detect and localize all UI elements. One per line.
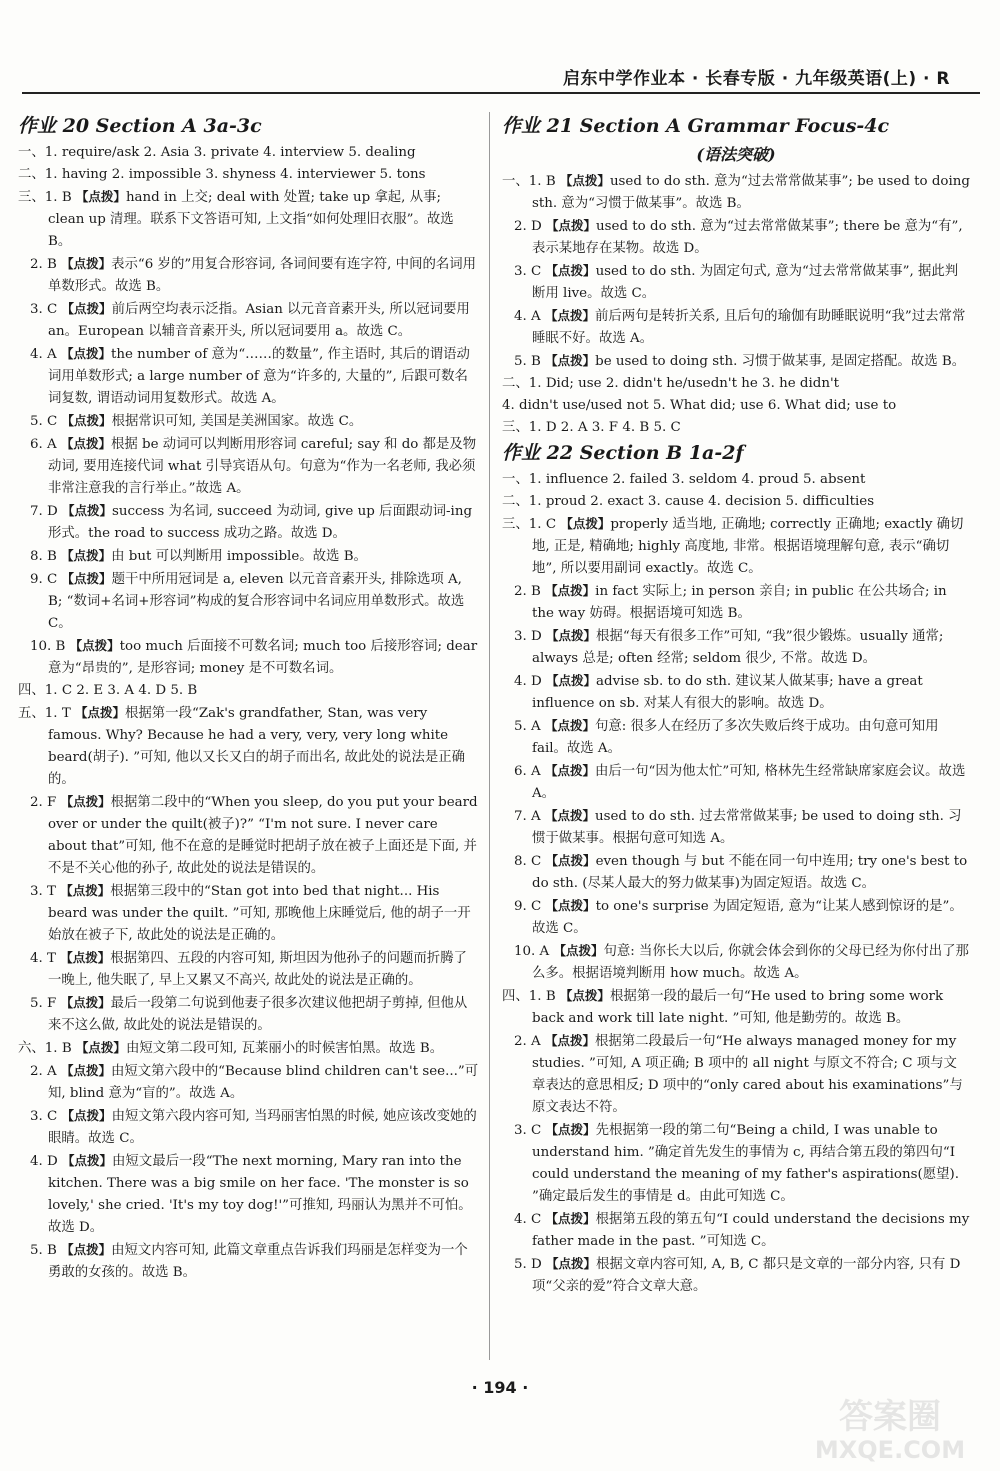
answer-number: 四、1. B xyxy=(502,989,560,1004)
tip-label: 【点拨】 xyxy=(559,988,610,1003)
page-number: · 194 · xyxy=(471,1378,529,1397)
tip-label: 【点拨】 xyxy=(545,263,596,278)
answer-text: properly 适当地, 正确地; correctly 正确地; exactly 确切地, 正是, 精确地; highly 高度地, 非常。根据语境理解句意, 表示“确切地”, 所以要用副词 exactly。故选 C。 xyxy=(532,517,964,576)
answer-number: 4. D xyxy=(30,1154,63,1169)
answer-number: 5. A xyxy=(514,719,545,734)
answer-text: used to do sth. 为固定句式, 意为“过去常常做某事”, 据此判断用 live。故选 C。 xyxy=(532,264,959,301)
answer-item xyxy=(18,1150,480,1239)
answer-number: 4. A xyxy=(514,309,545,324)
answer-text: 根据第二段中的“When you sleep, do you put your beard over or under the quilt(被子)?” “I'm not sure. I never care about that”可知, 他不在意的是睡觉时把胡子放在被子上面还是下面, 并不是不关心他的孙子, 故此处的说法是错误的。 xyxy=(48,795,478,876)
svg-text:MXQE.COM: MXQE.COM xyxy=(814,1436,966,1464)
answer-text: 根据第五段的第五句“I could understand the decisions my father made in the past. ”可知选 C。 xyxy=(532,1212,970,1249)
tip-label: 【点拨】 xyxy=(560,516,611,531)
answer-number: 8. B xyxy=(30,549,62,564)
answer-line: 三、1. D 2. A 3. F 4. B 5. C xyxy=(502,420,681,435)
tip-label: 【点拨】 xyxy=(61,548,112,563)
answer-item xyxy=(18,1239,480,1284)
answer-line: 四、1. C 2. E 3. A 4. D 5. B xyxy=(18,683,198,698)
tip-label: 【点拨】 xyxy=(553,943,604,958)
answer-item xyxy=(18,500,480,545)
answer-number: 4. C xyxy=(514,1212,546,1227)
answer-number: 3. D xyxy=(514,629,547,644)
answer-text: used to do sth. 过去常常做某事; be used to doing sth. 习惯于做某事。根据句意可知选 A。 xyxy=(532,809,962,846)
answer-item xyxy=(502,215,970,260)
answer-number: 2. A xyxy=(30,1064,61,1079)
tip-label: 【点拨】 xyxy=(60,1063,111,1078)
answer-text: hand in 上交; deal with 处置; take up 拿起, 从事; clean up 清理。联系下文答语可知, 上文指“如何处理旧衣服”。故选 B。 xyxy=(48,190,454,249)
tip-label: 【点拨】 xyxy=(60,995,111,1010)
answer-item xyxy=(18,253,480,298)
tip-label: 【点拨】 xyxy=(60,436,111,451)
answer-item xyxy=(502,305,970,350)
tip-label: 【点拨】 xyxy=(545,853,596,868)
answer-item xyxy=(502,513,970,580)
left-column xyxy=(18,112,480,1284)
tip-label: 【点拨】 xyxy=(61,413,112,428)
answer-item xyxy=(18,791,480,880)
answer-text: 前后两空均表示泛指。Asian 以元音音素开头, 所以冠词要用 an。European 以辅音音素开头, 所以冠词要用 a。故选 C。 xyxy=(48,302,470,339)
answer-number: 5. C xyxy=(30,414,62,429)
tip-label: 【点拨】 xyxy=(61,571,112,586)
answer-item xyxy=(18,702,480,791)
answer-text: 前后两句是转折关系, 且后句的瑜伽有助睡眠说明“我”过去常常睡眠不好。故选 A。 xyxy=(532,309,966,346)
answer-number: 3. T xyxy=(30,884,61,899)
answer-item xyxy=(502,670,970,715)
answer-text: 根据第四、五段的内容可知, 斯坦因为他孙子的问题而折腾了一晚上, 他失眠了, 早上又累又不高兴, 故此处的说法是正确的。 xyxy=(48,951,467,988)
answer-number: 3. C xyxy=(30,1109,62,1124)
tip-label: 【点拨】 xyxy=(546,218,597,233)
tip-label: 【点拨】 xyxy=(544,718,595,733)
tip-label: 【点拨】 xyxy=(545,1211,596,1226)
tip-label: 【点拨】 xyxy=(546,628,597,643)
answer-text: 表示“6 岁的”用复合形容词, 各词间要有连字符, 中间的名词用单数形式。故选 B。 xyxy=(48,257,477,294)
tip-label: 【点拨】 xyxy=(546,673,597,688)
header-title: 启东中学作业本 · 长春专版 · 九年级英语(上) · R xyxy=(562,69,950,89)
answer-text: success 为名词, succeed 为动词, give up 后面跟动词-ing 形式。the road to success 成功之路。故选 D。 xyxy=(48,504,473,541)
answer-text: 由短文第六段中的“Because blind children can't see...”可知, blind 意为“盲的”。故选 A。 xyxy=(48,1064,479,1101)
answer-item xyxy=(502,805,970,850)
answer-number: 2. F xyxy=(30,795,61,810)
answer-text: used to do sth. 意为“过去常常做某事”; be used to doing sth. 意为“习惯于做某事”。故选 B。 xyxy=(532,174,970,211)
answer-number: 9. C xyxy=(514,899,546,914)
tip-label: 【点拨】 xyxy=(60,794,111,809)
answer-number: 10. A xyxy=(514,944,554,959)
answer-text: be used to doing sth. 习惯于做某事, 是固定搭配。故选 B。 xyxy=(595,354,966,369)
tip-label: 【点拨】 xyxy=(61,1242,112,1257)
answer-text: to one's surprise 为固定短语, 意为“让某人感到惊讶的是”。故选 C。 xyxy=(532,899,963,936)
tip-label: 【点拨】 xyxy=(545,1122,596,1137)
answer-item xyxy=(502,715,970,760)
answer-item xyxy=(502,580,970,625)
answer-number: 2. D xyxy=(514,219,547,234)
tip-label: 【点拨】 xyxy=(559,173,610,188)
answer-item xyxy=(18,186,480,253)
answer-text: 根据 be 动词可以判断用形容词 careful; say 和 do 都是及物动词, 要用连接代词 what 引导宾语从句。句意为“作为一名老师, 我必须非常注意我的言行举止。”故选 A。 xyxy=(48,437,477,496)
section-subtitle-21: (语法突破) xyxy=(696,145,776,164)
section-title-22: 作业 22 Section B 1a-2f xyxy=(502,442,744,464)
answer-number: 8. C xyxy=(514,854,546,869)
tip-label: 【点拨】 xyxy=(545,583,596,598)
answer-item xyxy=(502,1119,970,1208)
answer-line: 一、1. influence 2. failed 3. seldom 4. proud 5. absent xyxy=(502,472,866,487)
answer-item xyxy=(18,947,480,992)
answer-text: 根据第二段最后一句“He always managed money for my studies. ”可知, A 项正确; B 项中的 all night 与原文不符合; C 项与文章表达的意思相反; D 项中的“only cared about his examinations”与原文表达不符。 xyxy=(532,1034,963,1115)
answer-number: 5. B xyxy=(30,1243,62,1258)
answer-item xyxy=(18,343,480,410)
answer-text: 最后一段第二句说到他妻子很多次建议他把胡子剪掉, 但他从来不这么做, 故此处的说法是错误的。 xyxy=(48,996,468,1033)
answer-text: 根据第一段“Zak's grandfather, Stan, was very famous. Why? Because he had a very, very, very long white beard(胡子). ”可知, 他以又长又白的胡子而出名, 故此处的说法是正确的。 xyxy=(48,706,466,787)
answer-item xyxy=(18,298,480,343)
answer-item xyxy=(18,1105,480,1150)
answer-item xyxy=(502,1253,970,1298)
answer-number: 五、1. T xyxy=(18,706,76,721)
page-header xyxy=(22,62,980,94)
answer-number: 2. B xyxy=(30,257,62,272)
tip-label: 【点拨】 xyxy=(69,638,120,653)
tip-label: 【点拨】 xyxy=(75,189,126,204)
answer-number: 4. D xyxy=(514,674,547,689)
section-title-21: 作业 21 Section A Grammar Focus-4c xyxy=(502,115,890,137)
answer-item xyxy=(18,545,480,568)
answer-text: 题干中所用冠词是 a, eleven 以元音音素开头, 排除选项 A, B; “数词+名词+形容词”构成的复合形容词中名词应用单数形式。故选 C。 xyxy=(48,572,465,631)
answer-number: 三、1. B xyxy=(18,190,76,205)
answer-text: 先根据第一段的第二句“Being a child, I was unable to understand him. ”确定首先发生的事情为 c, 再结合第五段的第四句“I could understand the meaning of my father's aspirations(愿望). ”确定最后发生的事情是 d。由此可知选 C。 xyxy=(532,1123,959,1204)
answer-item xyxy=(502,260,970,305)
answer-number: 3. C xyxy=(514,1123,546,1138)
right-column xyxy=(502,112,970,1298)
answer-text: 根据常识可知, 美国是美洲国家。故选 C。 xyxy=(111,414,363,429)
answer-text: 根据第三段中的“Stan got into bed that night... His beard was under the quilt. ”可知, 那晚他上床睡觉后, 他的胡子一开始放在被子下, 故此处的说法是正确的。 xyxy=(48,884,471,943)
answer-number: 三、1. C xyxy=(502,517,561,532)
answer-item xyxy=(18,433,480,500)
answer-number: 4. T xyxy=(30,951,61,966)
answer-text: 由短文第六段内容可知, 当玛丽害怕黑的时候, 她应该改变她的眼睛。故选 C。 xyxy=(48,1109,477,1146)
answer-item xyxy=(18,410,480,433)
answer-item xyxy=(502,1208,970,1253)
tip-label: 【点拨】 xyxy=(544,763,595,778)
tip-label: 【点拨】 xyxy=(61,1108,112,1123)
tip-label: 【点拨】 xyxy=(544,808,595,823)
tip-label: 【点拨】 xyxy=(544,1033,595,1048)
answer-number: 3. C xyxy=(30,302,62,317)
answer-item xyxy=(502,170,970,215)
answer-number: 六、1. B xyxy=(18,1041,76,1056)
answer-item xyxy=(502,985,970,1030)
answer-number: 5. F xyxy=(30,996,61,1011)
tip-label: 【点拨】 xyxy=(75,1040,126,1055)
tip-label: 【点拨】 xyxy=(60,950,111,965)
answer-text: in fact 实际上; in person 亲自; in public 在公共场合; in the way 妨碍。根据语境可知选 B。 xyxy=(532,584,947,621)
answer-text: too much 后面接不可数名词; much too 后接形容词; dear 意为“昂贵的”, 是形容词; money 是不可数名词。 xyxy=(48,639,478,676)
answer-text: 由短文最后一段“The next morning, Mary ran into the kitchen. There was a big smile on her face. 'The monster is so lovely,' she cried. 'It's my toy dog!'”可推知, 玛丽认为黑并不可怕。故选 D。 xyxy=(48,1154,472,1235)
answer-text: the number of 意为“……的数量”, 作主语时, 其后的谓语动词用单数形式; a large number of 意为“许多的, 大量的”, 后跟可数名词复数, 谓语动词用复数形式。故选 A。 xyxy=(48,347,470,406)
answer-line: 4. didn't use/used not 5. What did; use 6. What did; use to xyxy=(502,398,897,413)
answer-number: 2. B xyxy=(514,584,546,599)
tip-label: 【点拨】 xyxy=(544,308,595,323)
svg-text:答案圈: 答案圈 xyxy=(839,1397,941,1437)
answer-number: 9. C xyxy=(30,572,62,587)
answer-line: 二、1. Did; use 2. didn't he/usedn't he 3. he didn't xyxy=(502,376,840,391)
answer-text: used to do sth. 意为“过去常常做某事”; there be 意为“有”, 表示某地存在某物。故选 D。 xyxy=(532,219,963,256)
tip-label: 【点拨】 xyxy=(62,503,113,518)
answer-item xyxy=(18,635,480,680)
answer-item xyxy=(18,880,480,947)
answer-number: 2. A xyxy=(514,1034,545,1049)
answer-number: 10. B xyxy=(30,639,70,654)
answer-number: 4. A xyxy=(30,347,61,362)
answer-number: 7. A xyxy=(514,809,545,824)
section-title-20: 作业 20 Section A 3a-3c xyxy=(18,115,262,137)
answer-line: 二、1. having 2. impossible 3. shyness 4. interviewer 5. tons xyxy=(18,167,426,182)
watermark-logo xyxy=(790,1390,990,1465)
answer-text: 由后一句“因为他太忙”可知, 格林先生经常缺席家庭会议。故选 A。 xyxy=(532,764,966,801)
answer-number: 5. D xyxy=(514,1257,547,1272)
tip-label: 【点拨】 xyxy=(62,1153,113,1168)
answer-text: 由短文第二段可知, 瓦莱丽小的时候害怕黑。故选 B。 xyxy=(125,1041,444,1056)
answer-item xyxy=(502,760,970,805)
answer-item xyxy=(18,1037,480,1060)
answer-number: 3. C xyxy=(514,264,546,279)
answer-line: 二、1. proud 2. exact 3. cause 4. decision 5. difficulties xyxy=(502,494,875,509)
answer-item xyxy=(502,350,970,373)
answer-item xyxy=(502,940,970,985)
answer-item xyxy=(502,625,970,670)
column-divider xyxy=(489,112,490,1360)
answer-text: advise sb. to do sth. 建议某人做某事; have a great influence on sb. 对某人有很大的影响。故选 D。 xyxy=(532,674,923,711)
answer-text: even though 与 but 不能在同一句中连用; try one's best to do sth. (尽某人最大的努力做某事)为固定短语。故选 C。 xyxy=(532,854,968,891)
answer-text: 由短文内容可知, 此篇文章重点告诉我们玛丽是怎样变为一个勇敢的女孩的。故选 B。 xyxy=(48,1243,468,1280)
answer-text: 根据“每天有很多工作”可知, “我”很少锻炼。usually 通常; always 总是; often 经常; seldom 很少, 不常。故选 D。 xyxy=(532,629,944,666)
answer-number: 一、1. B xyxy=(502,174,560,189)
answer-item xyxy=(502,1030,970,1119)
tip-label: 【点拨】 xyxy=(75,705,126,720)
answer-text: 根据第一段的最后一句“He used to bring some work back and work till late night. ”可知, 他是勤劳的。故选 B。 xyxy=(532,989,944,1026)
answer-item xyxy=(18,992,480,1037)
tip-label: 【点拨】 xyxy=(60,346,111,361)
answer-item xyxy=(502,895,970,940)
tip-label: 【点拨】 xyxy=(546,1256,597,1271)
tip-label: 【点拨】 xyxy=(545,353,596,368)
answer-text: 句意: 当你长大以后, 你就会体会到你的父母已经为你付出了那么多。根据语境判断用 how much。故选 A。 xyxy=(532,944,969,981)
tip-label: 【点拨】 xyxy=(60,883,111,898)
answer-line: 一、1. require/ask 2. Asia 3. private 4. interview 5. dealing xyxy=(18,145,416,160)
answer-number: 6. A xyxy=(514,764,545,779)
answer-item xyxy=(18,568,480,635)
tip-label: 【点拨】 xyxy=(61,301,112,316)
answer-item xyxy=(502,850,970,895)
answer-text: 句意: 很多人在经历了多次失败后终于成功。由句意可知用 fail。故选 A。 xyxy=(532,719,939,756)
answer-text: 由 but 可以判断用 impossible。故选 B。 xyxy=(111,549,367,564)
answer-number: 6. A xyxy=(30,437,61,452)
answer-text: 根据文章内容可知, A, B, C 都只是文章的一部分内容, 只有 D 项“父亲的爱”符合文章大意。 xyxy=(532,1257,961,1294)
answer-number: 5. B xyxy=(514,354,546,369)
answer-number: 7. D xyxy=(30,504,63,519)
answer-item xyxy=(18,1060,480,1105)
tip-label: 【点拨】 xyxy=(61,256,112,271)
tip-label: 【点拨】 xyxy=(545,898,596,913)
